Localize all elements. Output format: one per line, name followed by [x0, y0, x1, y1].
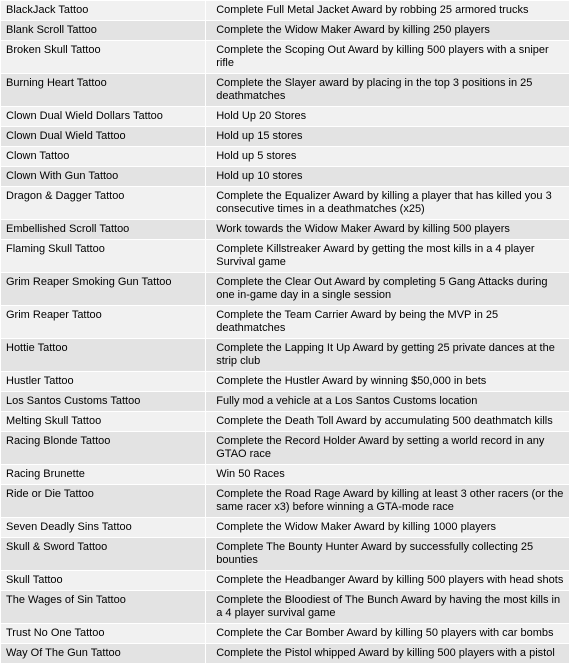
table-row [1, 107, 570, 127]
table-row [1, 624, 570, 644]
tattoo-requirement: Complete the Hustler Award by winning $50,000 in bets [206, 372, 570, 392]
table-row [1, 538, 570, 571]
tattoo-name: Clown Dual Wield Tattoo [1, 127, 206, 147]
tattoo-name: Racing Brunette [1, 465, 206, 485]
tattoo-requirement: Complete Full Metal Jacket Award by robbing 25 armored trucks [206, 1, 570, 21]
tattoo-requirement: Complete the Road Rage Award by killing at least 3 other racers (or the same racer x3) before winning a GTA-mode race [206, 485, 570, 518]
tattoo-requirement: Complete the Lapping It Up Award by getting 25 private dances at the strip club [206, 339, 570, 372]
tattoo-name: Ride or Die Tattoo [1, 485, 206, 518]
tattoo-name: Broken Skull Tattoo [1, 41, 206, 74]
tattoo-requirement: Work towards the Widow Maker Award by killing 500 players [206, 220, 570, 240]
tattoo-name: Grim Reaper Tattoo [1, 306, 206, 339]
tattoo-name: Clown Dual Wield Dollars Tattoo [1, 107, 206, 127]
tattoo-requirement: Complete The Bounty Hunter Award by successfully collecting 25 bounties [206, 538, 570, 571]
tattoo-requirement: Fully mod a vehicle at a Los Santos Customs location [206, 392, 570, 412]
table-row [1, 41, 570, 74]
tattoo-requirement: Complete the Pistol whipped Award by killing 500 players with a pistol [206, 644, 570, 664]
table-row [1, 1, 570, 21]
table-row [1, 273, 570, 306]
tattoo-requirement: Hold up 10 stores [206, 167, 570, 187]
table-row [1, 485, 570, 518]
table-row [1, 412, 570, 432]
table-row [1, 21, 570, 41]
tattoo-name: Hottie Tattoo [1, 339, 206, 372]
tattoo-name: Clown Tattoo [1, 147, 206, 167]
tattoo-name: Skull & Sword Tattoo [1, 538, 206, 571]
table-row [1, 74, 570, 107]
table-row [1, 127, 570, 147]
tattoo-name: The Wages of Sin Tattoo [1, 591, 206, 624]
tattoo-requirement: Complete the Death Toll Award by accumulating 500 deathmatch kills [206, 412, 570, 432]
tattoo-requirement: Hold up 15 stores [206, 127, 570, 147]
table-row [1, 392, 570, 412]
tattoo-requirement: Complete the Widow Maker Award by killing 1000 players [206, 518, 570, 538]
table-row [1, 591, 570, 624]
tattoo-name: Seven Deadly Sins Tattoo [1, 518, 206, 538]
tattoo-requirement: Complete the Widow Maker Award by killing 250 players [206, 21, 570, 41]
tattoo-name: Trust No One Tattoo [1, 624, 206, 644]
table-row [1, 187, 570, 220]
tattoo-table-body [1, 1, 570, 664]
tattoo-requirement: Win 50 Races [206, 465, 570, 485]
tattoo-requirement: Hold up 5 stores [206, 147, 570, 167]
tattoo-name: Flaming Skull Tattoo [1, 240, 206, 273]
table-row [1, 339, 570, 372]
tattoo-requirement: Complete the Equalizer Award by killing a player that has killed you 3 consecutive times in a deathmatches (x25) [206, 187, 570, 220]
tattoo-requirement: Complete the Headbanger Award by killing 500 players with head shots [206, 571, 570, 591]
tattoo-requirement: Complete the Car Bomber Award by killing 50 players with car bombs [206, 624, 570, 644]
table-row [1, 220, 570, 240]
table-row [1, 167, 570, 187]
tattoo-name: Dragon & Dagger Tattoo [1, 187, 206, 220]
table-row [1, 372, 570, 392]
tattoo-name: Blank Scroll Tattoo [1, 21, 206, 41]
tattoo-requirement: Complete the Bloodiest of The Bunch Award by having the most kills in a 4 player survival game [206, 591, 570, 624]
tattoo-name: Embellished Scroll Tattoo [1, 220, 206, 240]
tattoo-requirement: Complete the Slayer award by placing in the top 3 positions in 25 deathmatches [206, 74, 570, 107]
table-row [1, 465, 570, 485]
tattoo-requirement: Hold Up 20 Stores [206, 107, 570, 127]
tattoo-requirement: Complete the Scoping Out Award by killing 500 players with a sniper rifle [206, 41, 570, 74]
tattoo-name: BlackJack Tattoo [1, 1, 206, 21]
tattoo-name: Skull Tattoo [1, 571, 206, 591]
table-row [1, 432, 570, 465]
tattoo-name: Way Of The Gun Tattoo [1, 644, 206, 664]
tattoo-requirement: Complete the Team Carrier Award by being the MVP in 25 deathmatches [206, 306, 570, 339]
tattoo-name: Clown With Gun Tattoo [1, 167, 206, 187]
tattoo-requirement: Complete the Record Holder Award by setting a world record in any GTAO race [206, 432, 570, 465]
table-row [1, 147, 570, 167]
table-row [1, 644, 570, 664]
table-row [1, 240, 570, 273]
tattoo-name: Los Santos Customs Tattoo [1, 392, 206, 412]
table-row [1, 518, 570, 538]
tattoo-name: Burning Heart Tattoo [1, 74, 206, 107]
tattoo-requirement: Complete Killstreaker Award by getting the most kills in a 4 player Survival game [206, 240, 570, 273]
tattoo-name: Hustler Tattoo [1, 372, 206, 392]
tattoo-name: Melting Skull Tattoo [1, 412, 206, 432]
tattoo-name: Grim Reaper Smoking Gun Tattoo [1, 273, 206, 306]
tattoo-requirement: Complete the Clear Out Award by completing 5 Gang Attacks during one in-game day in a single session [206, 273, 570, 306]
table-row [1, 571, 570, 591]
tattoo-name: Racing Blonde Tattoo [1, 432, 206, 465]
table-row [1, 306, 570, 339]
